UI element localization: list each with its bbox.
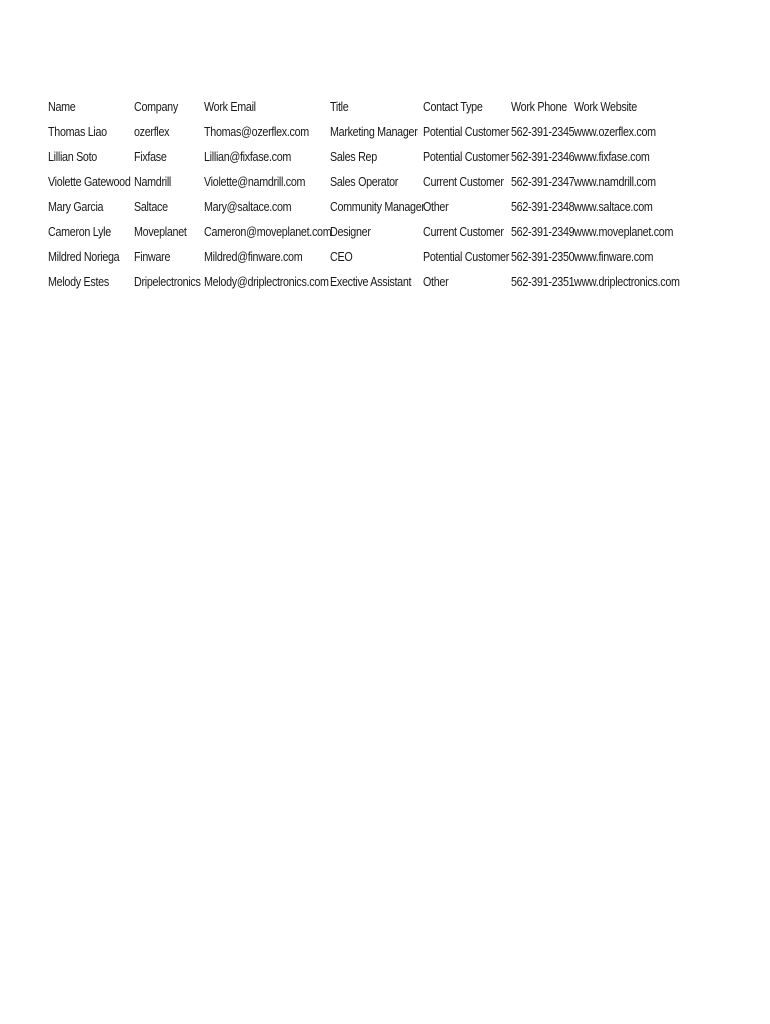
cell-work-website: www.saltace.com	[574, 200, 653, 214]
cell-work-email: Melody@driplectronics.com	[204, 275, 329, 289]
cell-company: Fixfase	[134, 150, 167, 164]
cell-work-phone: 562-391-2349	[511, 225, 575, 239]
cell-work-phone: 562-391-2346	[511, 150, 575, 164]
cell-work-email: Thomas@ozerflex.com	[204, 125, 309, 139]
cell-company: Dripelectronics	[134, 275, 201, 289]
cell-contact-type: Potential Customer	[423, 150, 509, 164]
cell-title: CEO	[330, 250, 353, 264]
cell-work-phone: 562-391-2348	[511, 200, 575, 214]
header-work-website: Work Website	[574, 100, 637, 114]
cell-work-email: Mary@saltace.com	[204, 200, 292, 214]
cell-work-website: www.finware.com	[574, 250, 654, 264]
header-title: Title	[330, 100, 349, 114]
cell-title: Exective Assistant	[330, 275, 412, 289]
cell-name: Melody Estes	[48, 275, 109, 289]
cell-work-phone: 562-391-2345	[511, 125, 575, 139]
cell-name: Mary Garcia	[48, 200, 104, 214]
header-work-email: Work Email	[204, 100, 256, 114]
cell-work-website: www.namdrill.com	[574, 175, 656, 189]
cell-name: Violette Gatewood	[48, 175, 131, 189]
header-contact-type: Contact Type	[423, 100, 483, 114]
cell-name: Thomas Liao	[48, 125, 107, 139]
cell-work-phone: 562-391-2350	[511, 250, 575, 264]
cell-title: Sales Operator	[330, 175, 399, 189]
cell-name: Mildred Noriega	[48, 250, 120, 264]
cell-work-email: Violette@namdrill.com	[204, 175, 306, 189]
cell-company: Finware	[134, 250, 171, 264]
cell-work-email: Mildred@finware.com	[204, 250, 303, 264]
cell-work-website: www.moveplanet.com	[574, 225, 674, 239]
cell-contact-type: Current Customer	[423, 225, 504, 239]
cell-work-email: Lillian@fixfase.com	[204, 150, 292, 164]
cell-name: Lillian Soto	[48, 150, 97, 164]
cell-contact-type: Current Customer	[423, 175, 504, 189]
cell-contact-type: Potential Customer	[423, 250, 509, 264]
cell-title: Sales Rep	[330, 150, 377, 164]
cell-company: Moveplanet	[134, 225, 187, 239]
header-work-phone: Work Phone	[511, 100, 567, 114]
header-name: Name	[48, 100, 76, 114]
cell-company: Saltace	[134, 200, 168, 214]
cell-name: Cameron Lyle	[48, 225, 111, 239]
cell-work-phone: 562-391-2347	[511, 175, 575, 189]
cell-title: Marketing Manager	[330, 125, 418, 139]
cell-title: Community Manager	[330, 200, 425, 214]
cell-title: Designer	[330, 225, 371, 239]
cell-company: ozerflex	[134, 125, 170, 139]
cell-contact-type: Other	[423, 275, 449, 289]
cell-contact-type: Other	[423, 200, 449, 214]
header-company: Company	[134, 100, 178, 114]
cell-company: Namdrill	[134, 175, 172, 189]
cell-work-phone: 562-391-2351	[511, 275, 575, 289]
cell-work-website: www.fixfase.com	[574, 150, 650, 164]
cell-work-website: www.driplectronics.com	[574, 275, 680, 289]
cell-work-website: www.ozerflex.com	[574, 125, 656, 139]
cell-contact-type: Potential Customer	[423, 125, 509, 139]
cell-work-email: Cameron@moveplanet.com	[204, 225, 332, 239]
